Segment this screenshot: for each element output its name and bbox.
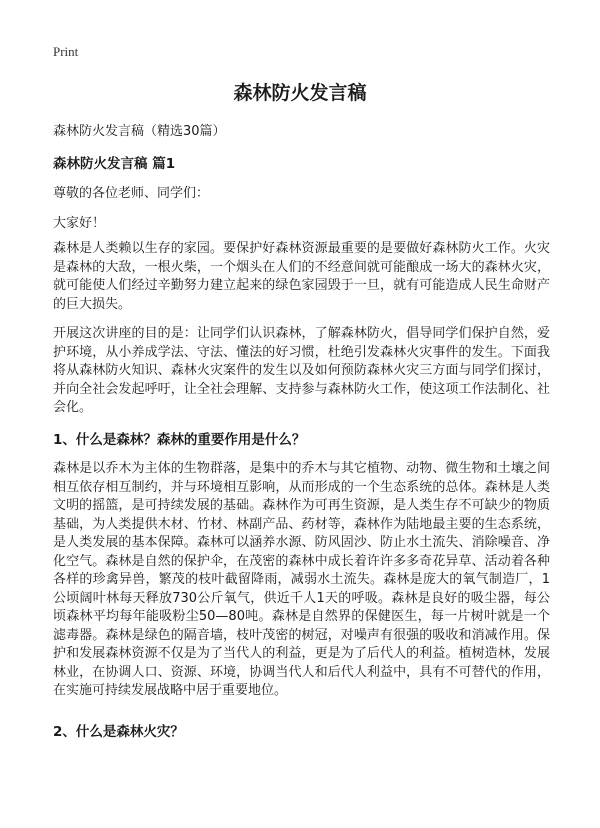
paragraph-1: 森林是人类赖以生存的家园。要保护好森林资源最重要的是要做好森林防火工作。火灾是森林的大敌，一根火柴，一个烟头在人们的不经意间就可能酿成一场大的森林火灾，就可能使人们经过辛勤努力建立起来的绿色家园毁于一旦，就有可能造成人民生命财产的巨大损失。 — [53, 241, 550, 312]
hello-line: 大家好！ — [53, 216, 106, 231]
print-label: Print — [53, 44, 79, 59]
section-title: 森林防火发言稿 篇1 — [53, 156, 176, 172]
question-2-heading: 2、什么是森林火灾？ — [53, 724, 184, 740]
greeting: 尊敬的各位老师、同学们： — [53, 186, 210, 201]
subtitle: 森林防火发言稿（精选30篇） — [53, 124, 226, 139]
paragraph-3: 森林是以乔木为主体的生物群落，是集中的乔木与其它植物、动物、微生物和土壤之间相互依存相互制约，并与环境相互影响，从而形成的一个生态系统的总体。森林是人类文明的摇篮，是可持续发展的基础。森林作为可再生资源，是人类生存不可缺少的物质基础，为人类提供木材、竹材、林副产品、药材等，森林作为陆地最主要的生态系统，是人类发展的基本保障。森林可以涵养水源、防风固沙、防止水土流失、消除噪音、净化空气。森林是自然的保护伞，在茂密的森林中成长着许许多多奇花异草、活动着各种各样的珍禽异兽，繁茂的枝叶截留降雨，减弱水土流失。森林是庞大的氧气制造厂，1公顷阔叶林每天释放730公斤氧气，供近千人1天的呼吸。森林是良好的吸尘器，每公顷森林平均每年能吸粉尘50—80吨。森林是自然界的保健医生，每一片树叶就是一个滤毒器。森林是绿色的隔音墙，枝叶茂密的树冠，对噪声有很强的吸收和消减作用。保护和发展森林资源不仅是为了当代人的利益，更是为了后代人的利益。植树造林，发展林业，在协调人口、资源、环境，协调当代人和后代人利益中，具有不可替代的作用，在实施可持续发展战略中居于重要地位。 — [53, 461, 550, 698]
question-1-heading: 1、什么是森林？森林的重要作用是什么？ — [53, 432, 306, 448]
paragraph-2: 开展这次讲座的目的是：让同学们认识森林，了解森林防火，倡导同学们保护自然，爱护环境，从小养成学法、守法、懂法的好习惯，杜绝引发森林火灾事件的发生。下面我将从森林防火知识、森林火灾案件的发生以及如何预防森林火灾三方面与同学们探讨，并向全社会发起呼吁，让全社会理解、支持参与森林防火工作，使这项工作法制化、社会化。 — [53, 326, 550, 415]
page-title: 森林防火发言稿 — [233, 82, 367, 104]
